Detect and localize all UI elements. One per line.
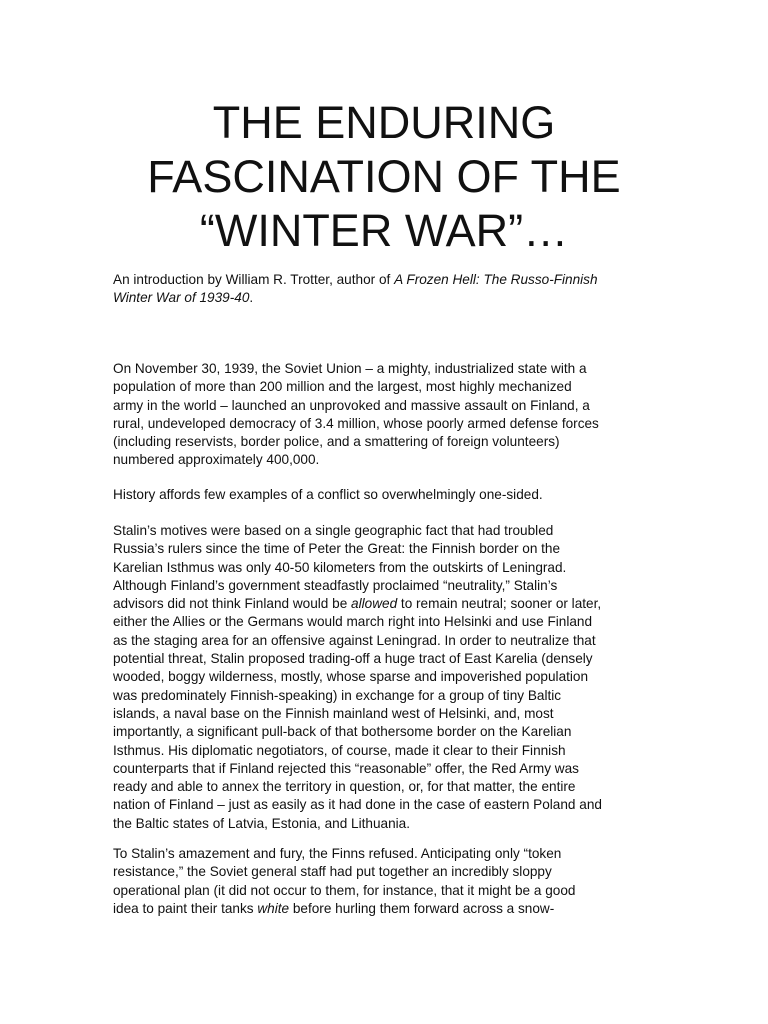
paragraph-2-line: History affords few examples of a conflict so overwhelmingly one-sided.: [113, 487, 543, 502]
emphasis-allowed: allowed: [351, 596, 398, 612]
paragraph-3-line: ready and able to annex the territory in question, or, for that matter, the entire: [113, 779, 576, 795]
title-line-1: THE ENDURING: [212, 97, 556, 148]
title-line-3: “WINTER WAR”…: [199, 205, 569, 256]
paragraph-3-line: potential threat, Stalin proposed trading-off a huge tract of East Karelia (densely: [113, 651, 593, 667]
book-title-part-2: Winter War of 1939-40: [113, 290, 250, 306]
paragraph-4-line: resistance,” the Soviet general staff had put together an incredibly sloppy: [113, 864, 552, 880]
document-title: [0, 96, 768, 258]
paragraph-4: [113, 845, 661, 918]
paragraph-3-line: nation of Finland – just as easily as it had done in the case of eastern Poland and: [113, 797, 602, 813]
paragraph-4-line: To Stalin’s amazement and fury, the Finns refused. Anticipating only “token: [113, 846, 562, 861]
intro-line-2: [113, 289, 661, 307]
paragraph-1-line: On November 30, 1939, the Soviet Union – a mighty, industrialized state with a: [113, 361, 587, 376]
paragraph-3-line: counterparts that if Finland rejected this “reasonable” offer, the Red Army was: [113, 760, 579, 776]
paragraph-3: [113, 522, 661, 833]
intro-suffix: .: [249, 290, 254, 306]
emphasis-white: white: [257, 900, 290, 916]
paragraph-3-line: wooded, boggy wilderness, mostly, whose sparse and impoverished population: [113, 669, 589, 685]
paragraph-3-line: Karelian Isthmus was only 40-50 kilometers from the outskirts of Leningrad.: [113, 559, 567, 575]
paragraph-3-line: as the staging area for an offensive against Leningrad. In order to neutralize that: [113, 632, 596, 648]
paragraph-3-line: [113, 595, 661, 613]
paragraph-4-line4-suffix: before hurling them forward across a snow-: [289, 900, 555, 916]
paragraph-1-line: (including reservists, border police, and a smattering of foreign volunteers): [113, 434, 560, 450]
paragraph-3-line: Isthmus. His diplomatic negotiators, of course, made it clear to their Finnish: [113, 742, 566, 758]
paragraph-1-line: population of more than 200 million and the largest, most highly mechanized: [113, 379, 572, 395]
paragraph-3-line: islands, a naval base on the Finnish mainland west of Helsinki, and, most: [113, 705, 554, 721]
intro-prefix: An introduction by William R. Trotter, author of: [113, 272, 395, 287]
paragraph-3-line: importantly, a significant pull-back of that bothersome border on the Karelian: [113, 724, 572, 740]
paragraph-4-line: operational plan (it did not occur to them, for instance, that it might be a good: [113, 882, 576, 898]
paragraph-4-line: [113, 900, 661, 918]
paragraph-3-line: Although Finland’s government steadfastly proclaimed “neutrality,” Stalin’s: [113, 577, 558, 593]
intro-line-1: [113, 271, 661, 289]
paragraph-3-line: either the Allies or the Germans would march right into Helsinki and use Finland: [113, 614, 593, 630]
paragraph-1-line: rural, undeveloped democracy of 3.4 million, whose poorly armed defense forces: [113, 415, 599, 431]
book-title-part-1: A Frozen Hell: The Russo-Finnish: [394, 272, 598, 287]
paragraph-1: [113, 360, 661, 470]
paragraph-3-line5-prefix: advisors did not think Finland would be: [113, 596, 352, 612]
paragraph-4-line4-prefix: idea to paint their tanks: [113, 900, 258, 916]
paragraph-3-line: the Baltic states of Latvia, Estonia, and Lithuania.: [113, 815, 410, 831]
paragraph-3-line5-suffix: to remain neutral; sooner or later,: [397, 596, 602, 612]
paragraph-1-line: army in the world – launched an unprovoked and massive assault on Finland, a: [113, 397, 590, 413]
intro-byline: [113, 271, 661, 308]
paragraph-3-line: Russia’s rulers since the time of Peter the Great: the Finnish border on the: [113, 541, 561, 557]
paragraph-3-line: Stalin’s motives were based on a single geographic fact that had troubled: [113, 523, 554, 538]
paragraph-3-line: was predominately Finnish-speaking) in exchange for a group of tiny Baltic: [113, 687, 562, 703]
paragraph-2: [113, 486, 661, 504]
title-line-2: FASCINATION OF THE: [147, 151, 621, 202]
paragraph-1-line: numbered approximately 400,000.: [113, 452, 320, 468]
